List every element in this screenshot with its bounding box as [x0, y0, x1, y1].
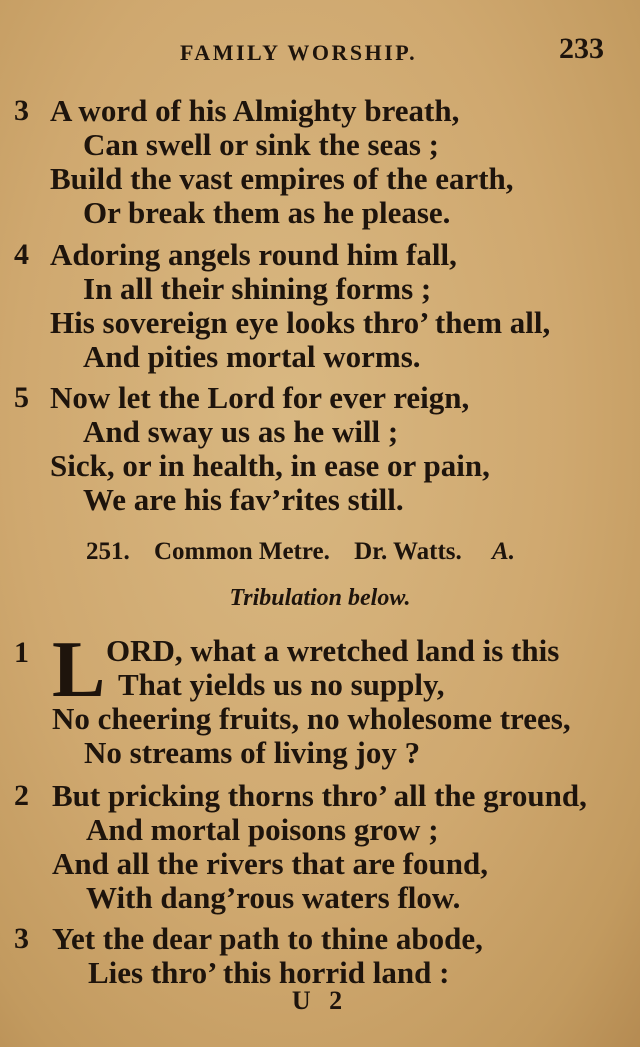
verse-line: No cheering fruits, no wholesome trees, — [52, 701, 571, 736]
verse-line: Build the vast empires of the earth, — [50, 161, 514, 196]
verse-line: Now let the Lord for ever reign, — [50, 380, 470, 415]
verse-line: But pricking thorns thro’ all the ground, — [52, 778, 587, 813]
verse-line: Yet the dear path to thine abode, — [52, 921, 483, 956]
hymn-metre: Common Metre. — [154, 538, 330, 565]
verse-line: Lies thro’ this horrid land : — [88, 955, 450, 990]
verse-line: In all their shining forms ; — [83, 271, 432, 306]
verse-line: Adoring angels round him fall, — [50, 237, 457, 272]
verse-line: With dang’rous waters flow. — [86, 880, 461, 915]
stanza-number: 5 — [14, 381, 29, 414]
signature-mark: U 2 — [291, 986, 349, 1015]
verse-line: We are his fav’rites still. — [83, 482, 404, 517]
verse-line: ORD, what a wretched land is this — [106, 633, 560, 668]
verse-line: No streams of living joy ? — [84, 735, 421, 770]
verse-line: That yields us no supply, — [118, 667, 445, 702]
verse-line: Or break them as he please. — [83, 195, 451, 230]
verse-line: And pities mortal worms. — [83, 339, 421, 374]
stanza-number: 3 — [14, 94, 29, 127]
stanza-number: 4 — [14, 238, 29, 271]
hymn-title: Tribulation below. — [229, 585, 411, 611]
verse-line: Can swell or sink the seas ; — [83, 127, 439, 162]
tune-mark: A. — [492, 538, 515, 565]
page-header — [0, 32, 640, 72]
hymn-heading — [86, 538, 533, 566]
verse-line: And mortal poisons grow ; — [86, 812, 439, 847]
running-head: FAMILY WORSHIP. — [180, 40, 418, 65]
stanza-number: 1 — [14, 636, 29, 669]
drop-cap: L — [52, 626, 106, 714]
page-number: 233 — [559, 32, 604, 65]
verse-line: Sick, or in health, in ease or pain, — [50, 448, 490, 483]
verse-line: And all the rivers that are found, — [52, 846, 489, 881]
verse-line: A word of his Almighty breath, — [50, 93, 460, 128]
stanza-number: 2 — [14, 779, 29, 812]
hymn-author: Dr. Watts. — [354, 538, 462, 565]
hymn-number: 251. — [86, 538, 130, 565]
verse-line: And sway us as he will ; — [83, 414, 399, 449]
verse-line: His sovereign eye looks thro’ them all, — [50, 305, 551, 340]
stanza-number: 3 — [14, 922, 29, 955]
